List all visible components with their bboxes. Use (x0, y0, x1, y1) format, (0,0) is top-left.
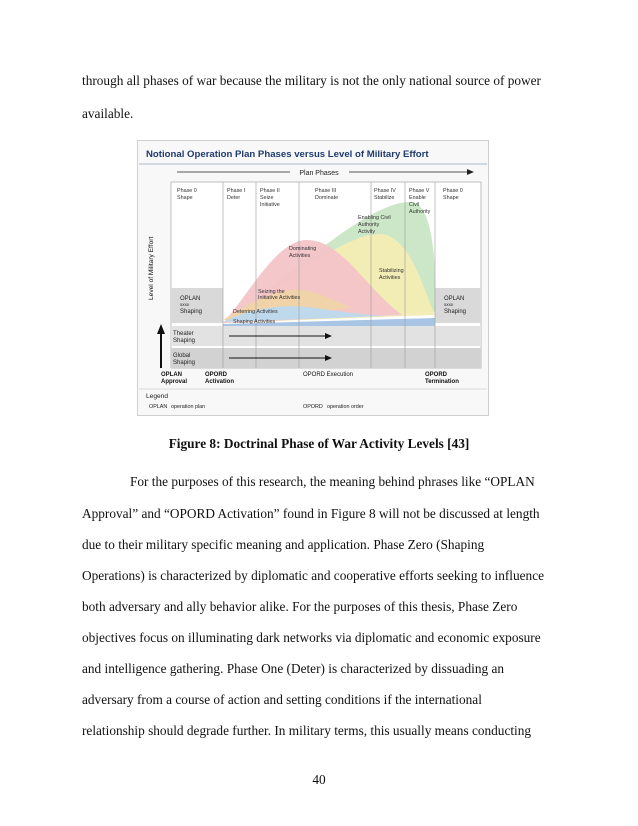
figure-title: Notional Operation Plan Phases versus Level of Military Effort (146, 149, 429, 160)
body-line-1: For the purposes of this research, the meaning behind phrases like “OPLAN (130, 474, 535, 489)
body-line-4: Operations) is characterized by diplomatic and cooperative efforts seeking to influence (82, 568, 545, 583)
body-line-5: both adversary and ally behavior alike. For the purposes of this thesis, Phase Zero (82, 599, 518, 614)
theater-label-2: Shaping (173, 338, 196, 344)
plan-phases-label: Plan Phases (299, 170, 339, 177)
oplan-left-3: Shaping (180, 309, 203, 315)
oplan-left-1: OPLAN (180, 296, 201, 302)
dominating-label-1: Dominating (289, 246, 317, 252)
stabilizing-label-1: Stabilizing (379, 268, 404, 274)
theater-label-1: Theater (173, 331, 194, 337)
enabling-label-3: Activity (358, 229, 376, 235)
figure-caption: Figure 8: Doctrinal Phase of War Activity Levels [43] (168, 436, 470, 451)
phase-5-label-2: Enable (409, 195, 426, 201)
seizing-label-2: Initiative Activities (258, 295, 301, 301)
legend-title: Legend (146, 393, 169, 400)
seizing-label-1: Seizing the (258, 289, 285, 295)
phase-3-label-1: Phase III (315, 188, 337, 194)
body-line-9: relationship should degrade further. In military terms, this usually means conducting (82, 723, 532, 738)
phase-2-label-2: Seize (260, 195, 274, 201)
global-label-2: Shaping (173, 360, 196, 366)
phase-0-end-label-1: Phase 0 (443, 188, 463, 194)
phase-4-label-2: Stabilize (374, 195, 395, 201)
text-line-2: available. (82, 106, 134, 121)
legend-value-1: operation plan (171, 404, 206, 410)
opord-execution: OPORD Execution (303, 372, 354, 378)
body-line-8: adversary from a course of action and setting conditions if the international (82, 692, 482, 707)
opord-activation-2: Activation (205, 379, 235, 385)
oplan-left-2: xxxx (180, 302, 190, 307)
page-number: 40 (312, 772, 326, 787)
phase-diagram-svg (137, 140, 489, 416)
stabilizing-label-2: Activities (379, 275, 401, 281)
body-line-7: and intelligence gathering. Phase One (Deter) is characterized by dissuading an (82, 661, 505, 676)
phase-2-label-1: Phase II (260, 188, 280, 194)
phase-5-label-3: Civil (409, 202, 420, 208)
deterring-label: Deterring Activities (233, 309, 278, 315)
phase-5-label-4: Authority (409, 209, 431, 215)
phase-diagram-figure (137, 140, 489, 416)
oplan-right-2: xxxx (444, 302, 454, 307)
phase-3-label-2: Dominate (315, 195, 339, 201)
legend-key-2: OPORD (303, 404, 323, 410)
phase-0-end-label-2: Shape (443, 195, 459, 201)
phase-4-label-1: Phase IV (374, 188, 396, 194)
enabling-label-1: Enabling Civil (358, 215, 391, 221)
oplan-approval-1: OPLAN (161, 372, 182, 378)
phase-1-label-1: Phase I (227, 188, 246, 194)
oplan-shaping-left-band (171, 288, 223, 323)
opord-termination-1: OPORD (425, 372, 448, 378)
body-line-6: objectives focus on illuminating dark networks via diplomatic and economic exposure (82, 630, 541, 645)
oplan-approval-2: Approval (161, 379, 188, 385)
shaping-label: Shaping Activities (233, 319, 276, 325)
phase-1-label-2: Deter (227, 195, 241, 201)
text-line-1: through all phases of war because the military is not the only national source of power (82, 73, 541, 88)
oplan-shaping-right-band (435, 288, 481, 323)
body-line-3: due to their military specific meaning and application. Phase Zero (Shaping (82, 537, 485, 552)
phase-0-label-2: Shape (177, 195, 193, 201)
legend-key-1: OPLAN (149, 404, 168, 410)
body-line-2: Approval” and “OPORD Activation” found in Figure 8 will not be discussed at length (82, 506, 540, 521)
enabling-label-2: Authority (358, 222, 380, 228)
legend-value-2: operation order (327, 404, 364, 410)
dominating-label-2: Activities (289, 253, 311, 259)
opord-termination-2: Termination (425, 379, 459, 385)
opord-activation-1: OPORD (205, 372, 228, 378)
phase-5-label-1: Phase V (409, 188, 430, 194)
global-label-1: Global (173, 353, 191, 359)
y-axis-label: Level of Military Effort (148, 236, 155, 300)
phase-0-label-1: Phase 0 (177, 188, 197, 194)
phase-2-label-3: Initiative (260, 202, 280, 208)
oplan-right-3: Shaping (444, 309, 467, 315)
oplan-right-1: OPLAN (444, 296, 465, 302)
